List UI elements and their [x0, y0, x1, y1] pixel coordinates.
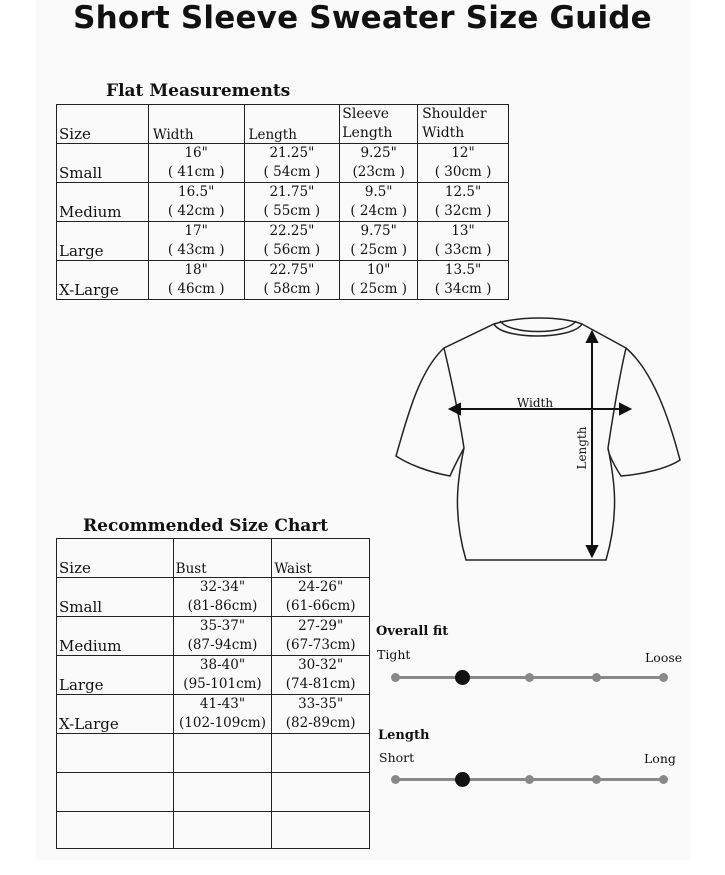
sweater-diagram: [390, 312, 690, 567]
length-cell: 22.75" ( 58cm ): [244, 261, 340, 300]
length-cell: 21.25" ( 54cm ): [244, 144, 340, 183]
empty-row: [57, 773, 370, 812]
sleeve-cell: 9.75" ( 25cm ): [340, 222, 418, 261]
flat-measurements-table: [56, 104, 509, 300]
table-row: [57, 656, 370, 695]
table-row: [57, 183, 509, 222]
shoulder-cell: 12.5" ( 32cm ): [418, 183, 509, 222]
table-row: [57, 144, 509, 183]
header-shoulder-width: Shoulder Width: [418, 105, 509, 144]
width-cell: 16.5" ( 42cm ): [148, 183, 244, 222]
size-label: X-Large: [57, 695, 174, 734]
overall-fit-left-label: Tight: [377, 647, 411, 662]
page-title: Short Sleeve Sweater Size Guide: [73, 0, 652, 36]
width-label: Width: [516, 396, 554, 410]
size-label: Small: [57, 144, 149, 183]
table-row: [57, 261, 509, 300]
scale-marker: [592, 775, 601, 784]
arrow-right-icon: [620, 404, 630, 414]
table-header-row: [57, 539, 370, 578]
shoulder-cell: 12" ( 30cm ): [418, 144, 509, 183]
waist-cell: 30-32" (74-81cm): [272, 656, 370, 695]
size-label: X-Large: [57, 261, 149, 300]
header-waist: Waist: [272, 539, 370, 578]
recommended-size-heading: Recommended Size Chart: [83, 516, 329, 536]
header-size: Size: [57, 105, 149, 144]
table-row: [57, 222, 509, 261]
table-row: [57, 578, 370, 617]
width-cell: 17" ( 43cm ): [148, 222, 244, 261]
bust-cell: 32-34" (81-86cm): [173, 578, 272, 617]
bust-cell: 38-40" (95-101cm): [173, 656, 272, 695]
length-label: Length: [575, 426, 589, 470]
arrow-down-icon: [587, 546, 597, 556]
header-size: Size: [57, 539, 174, 578]
length-cell: 21.75" ( 55cm ): [244, 183, 340, 222]
size-label: Medium: [57, 617, 174, 656]
sleeve-cell: 9.5" ( 24cm ): [340, 183, 418, 222]
scale-marker: [391, 775, 400, 784]
bust-cell: 41-43" (102-109cm): [173, 695, 272, 734]
overall-fit-heading: Overall fit: [376, 624, 449, 639]
width-cell: 18" ( 46cm ): [148, 261, 244, 300]
waist-cell: 33-35" (82-89cm): [272, 695, 370, 734]
scale-marker-selected: [455, 772, 470, 787]
scale-marker: [659, 775, 668, 784]
width-cell: 16" ( 41cm ): [148, 144, 244, 183]
empty-row: [57, 734, 370, 773]
waist-cell: 24-26" (61-66cm): [272, 578, 370, 617]
waist-cell: 27-29" (67-73cm): [272, 617, 370, 656]
header-sleeve-length: Sleeve Length: [340, 105, 418, 144]
table-header-row: [57, 105, 509, 144]
sweater-outline-icon: [396, 318, 680, 560]
header-length: Length: [244, 105, 340, 144]
scale-marker: [525, 673, 534, 682]
overall-fit-right-label: Loose: [645, 650, 683, 665]
scale-marker: [659, 673, 668, 682]
recommended-size-table: [56, 538, 370, 849]
scale-marker-selected: [455, 670, 470, 685]
length-fit-left-label: Short: [379, 750, 415, 765]
measure-arrows: [450, 332, 630, 556]
arrow-left-icon: [450, 404, 460, 414]
empty-row: [57, 812, 370, 849]
size-label: Small: [57, 578, 174, 617]
flat-measurements-heading: Flat Measurements: [106, 81, 291, 101]
length-fit-right-label: Long: [644, 751, 676, 766]
shoulder-cell: 13.5" ( 34cm ): [418, 261, 509, 300]
shoulder-cell: 13" ( 33cm ): [418, 222, 509, 261]
scale-marker: [592, 673, 601, 682]
arrow-up-icon: [587, 332, 597, 342]
size-label: Large: [57, 656, 174, 695]
length-fit-heading: Length: [378, 728, 430, 743]
bust-cell: 35-37" (87-94cm): [173, 617, 272, 656]
scale-marker: [391, 673, 400, 682]
scale-marker: [525, 775, 534, 784]
header-bust: Bust: [173, 539, 272, 578]
length-cell: 22.25" ( 56cm ): [244, 222, 340, 261]
table-row: [57, 695, 370, 734]
table-row: [57, 617, 370, 656]
sleeve-cell: 9.25" (23cm ): [340, 144, 418, 183]
size-label: Large: [57, 222, 149, 261]
size-label: Medium: [57, 183, 149, 222]
header-width: Width: [148, 105, 244, 144]
sleeve-cell: 10" ( 25cm ): [340, 261, 418, 300]
